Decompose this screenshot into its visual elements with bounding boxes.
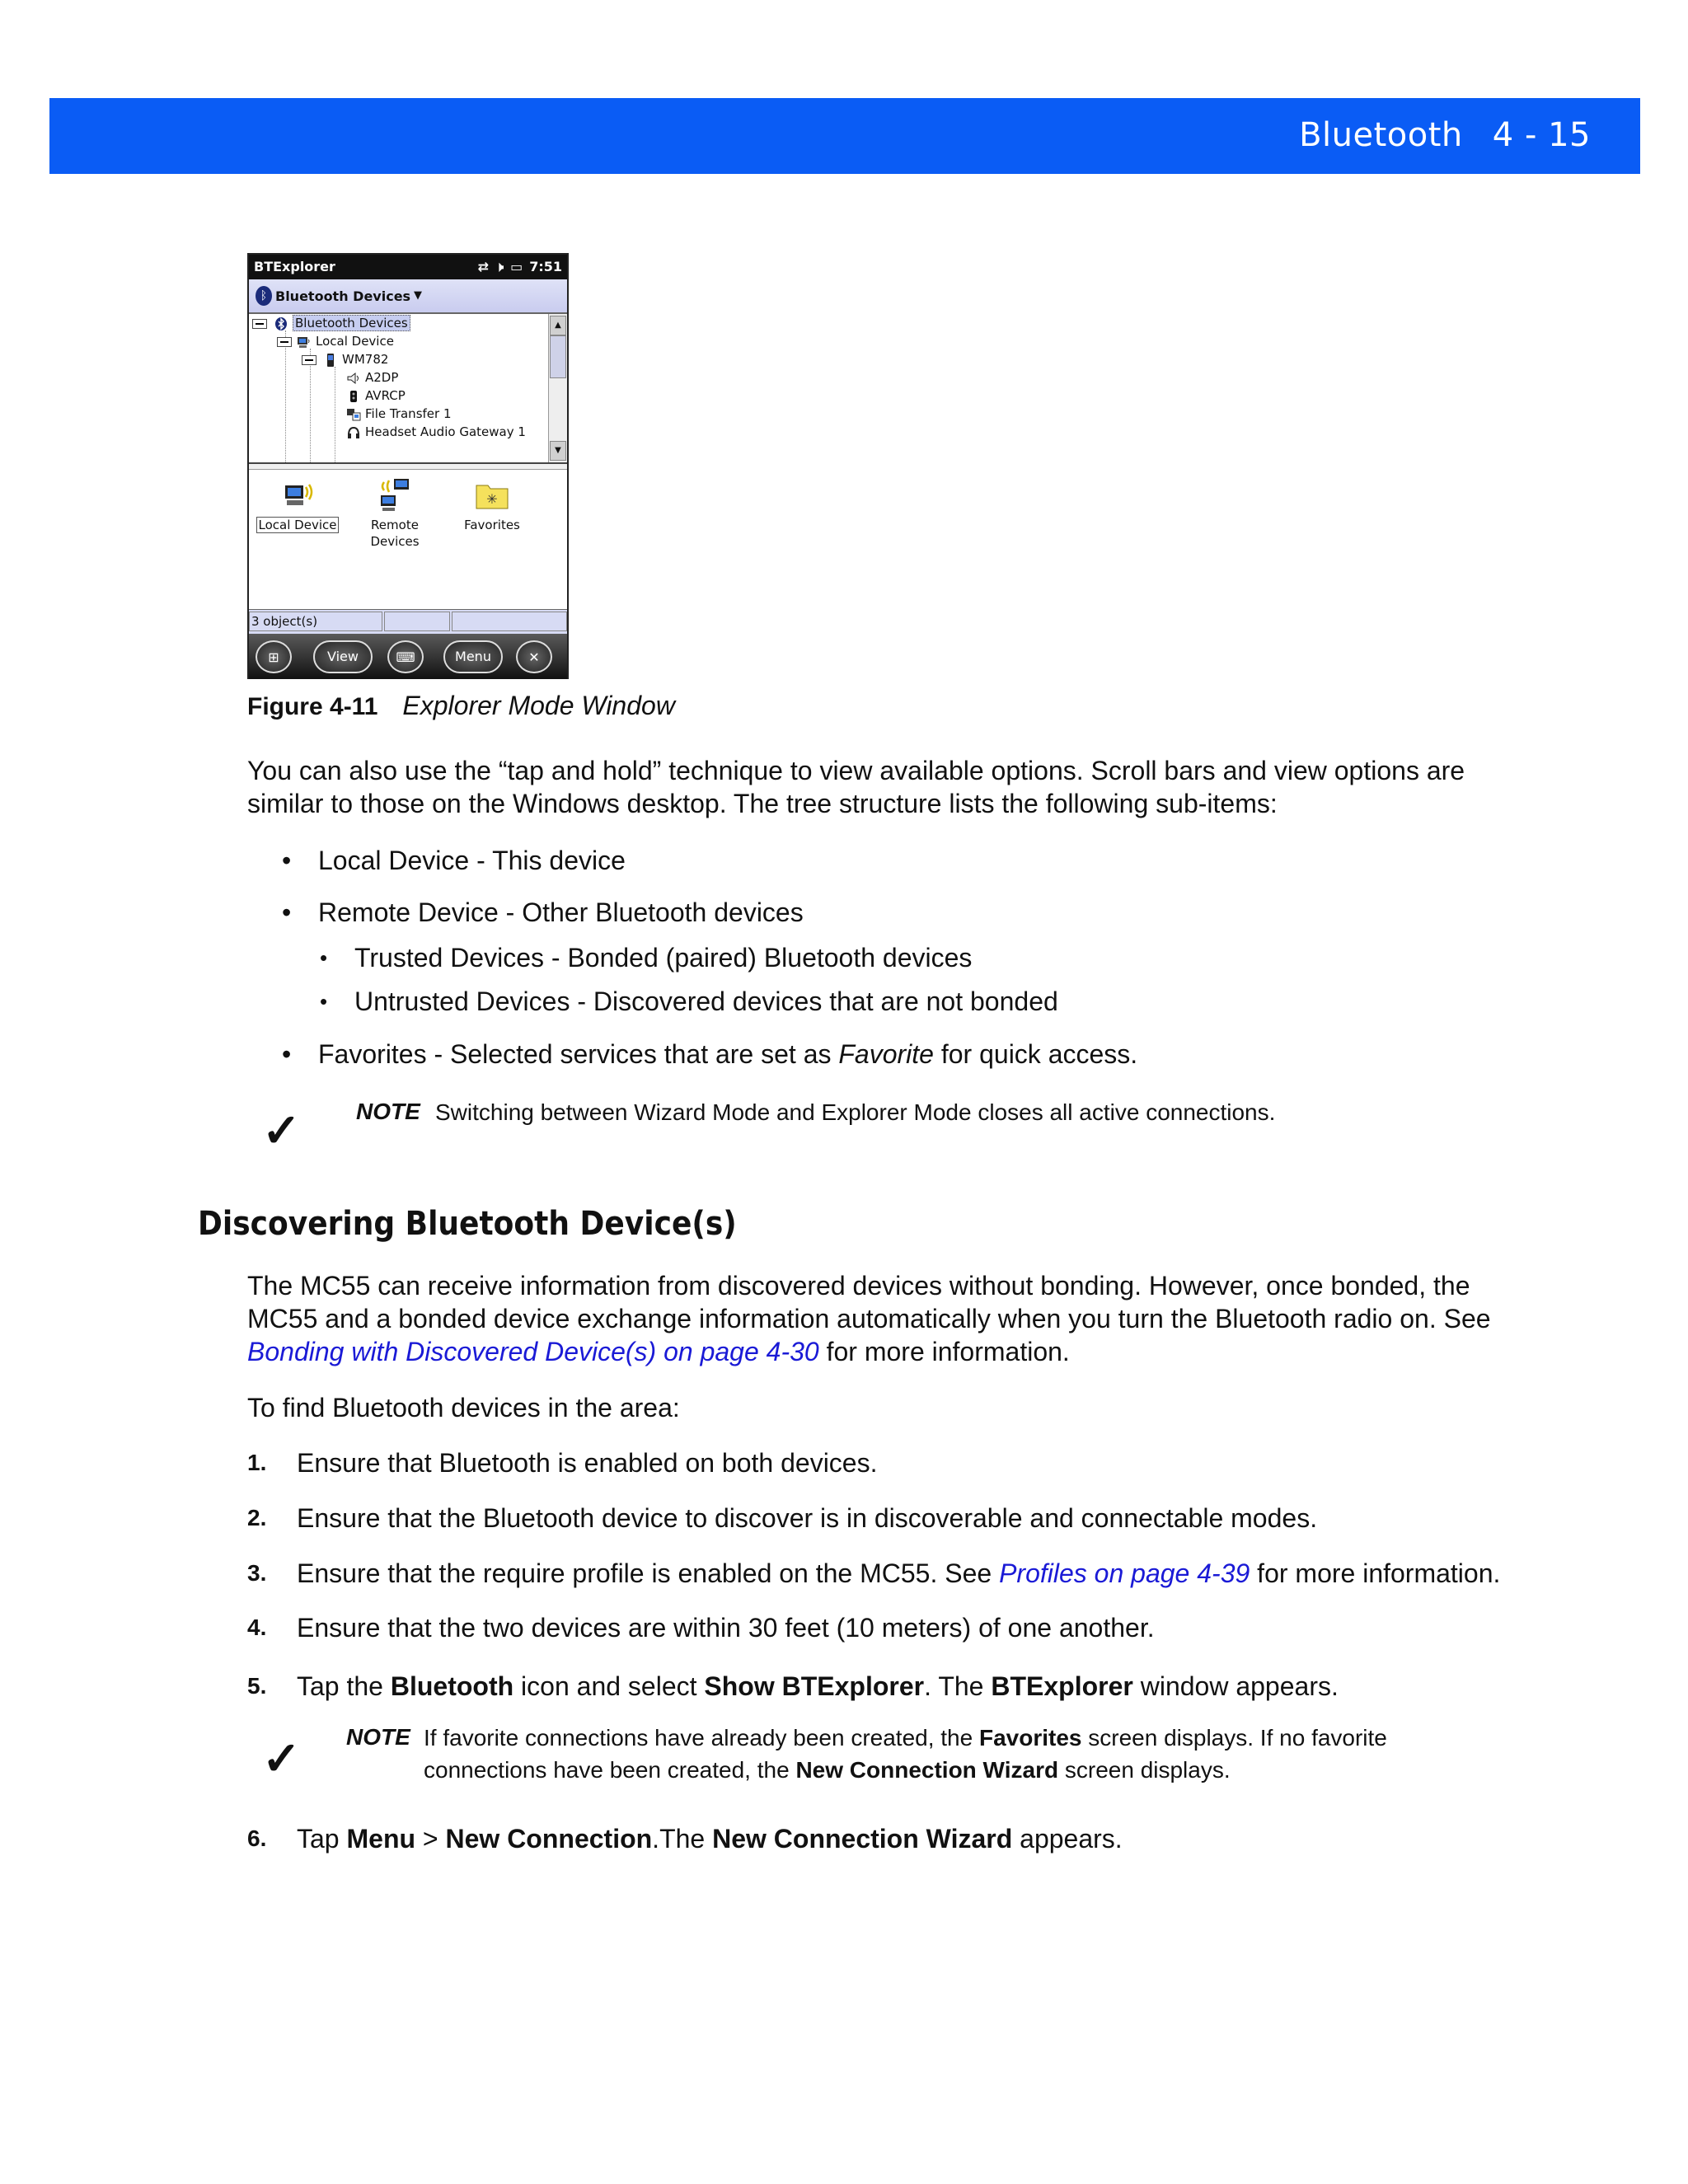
figure-title: Explorer Mode Window xyxy=(402,691,675,720)
collapse-toggle[interactable] xyxy=(302,355,316,365)
bluetooth-icon: ᛒ xyxy=(256,286,272,306)
find-intro: To find Bluetooth devices in the area: xyxy=(247,1393,680,1422)
intro-line-2: similar to those on the Windows desktop. The tree structure lists the following sub-items: xyxy=(247,789,1278,818)
bullet-remote-device: • Remote Device - Other Bluetooth devices xyxy=(318,896,804,929)
step-5-text: . The xyxy=(924,1671,992,1701)
windows-start-icon[interactable]: ⊞ xyxy=(256,640,292,673)
step-number: 2. xyxy=(247,1505,267,1530)
note-line-2 xyxy=(424,1754,1231,1786)
tree-item-bluetooth-devices[interactable] xyxy=(274,314,410,332)
intro-line-1: You can also use the “tap and hold” technique to view available options. Scroll bars and view options are xyxy=(247,756,1465,785)
page-header xyxy=(49,98,1640,174)
folder-icon xyxy=(473,476,511,513)
figure-caption xyxy=(247,691,675,721)
computer-icon xyxy=(297,335,312,349)
grid-label: Favorites xyxy=(464,518,520,532)
remote-control-icon xyxy=(346,390,361,403)
step-5-text: icon and select xyxy=(513,1671,705,1701)
bluetooth-icon xyxy=(274,317,288,330)
favorites-text: Favorites - Selected services that are set as xyxy=(318,1039,839,1069)
tree-item-local-device[interactable] xyxy=(297,332,394,350)
step-number: 6. xyxy=(247,1825,267,1851)
note-text: connections have been created, the xyxy=(424,1757,796,1783)
btexplorer-term: BTExplorer xyxy=(991,1671,1133,1701)
grid-item-local-device[interactable] xyxy=(252,476,343,533)
device-status-area xyxy=(471,259,562,275)
note-text: Switching between Wizard Mode and Explorer Mode closes all active connections. xyxy=(435,1099,1276,1125)
step-6-text: appears. xyxy=(1012,1824,1123,1854)
device-status-bar xyxy=(249,609,567,635)
device-clock: 7:51 xyxy=(529,259,562,274)
object-count: 3 object(s) xyxy=(249,612,382,631)
status-cell xyxy=(384,612,450,631)
tree-guide xyxy=(310,349,311,462)
speaker-icon xyxy=(346,372,361,385)
grid-item-favorites[interactable] xyxy=(447,476,537,533)
collapse-toggle[interactable] xyxy=(277,337,292,347)
step-5 xyxy=(297,1670,1339,1703)
toolbar-label: Bluetooth Devices xyxy=(275,288,411,304)
speaker-icon: 🕨 xyxy=(495,259,504,274)
discover-line-1: The MC55 can receive information from discovered devices without bonding. However, once bonded, the xyxy=(247,1271,1470,1301)
step-number: 5. xyxy=(247,1673,267,1699)
header-text xyxy=(1299,116,1591,154)
svg-text:✳: ✳ xyxy=(486,491,498,507)
step-4: Ensure that the two devices are within 30 feet (10 meters) of one another. xyxy=(297,1613,1155,1643)
bluetooth-term: Bluetooth xyxy=(390,1671,514,1701)
header-section: Bluetooth xyxy=(1299,116,1463,154)
tree-label: Bluetooth Devices xyxy=(293,315,410,331)
sub-bullet-untrusted: • Untrusted Devices - Discovered devices that are not bonded xyxy=(354,985,1058,1018)
device-title-bar xyxy=(249,255,567,279)
section-heading: Discovering Bluetooth Device(s) xyxy=(198,1205,737,1243)
new-connection-term: New Connection xyxy=(445,1824,653,1854)
step-number: 4. xyxy=(247,1615,267,1640)
step-5-text: Tap the xyxy=(297,1671,391,1701)
note-line-1 xyxy=(424,1722,1387,1754)
tree-item-file-transfer[interactable] xyxy=(346,405,452,423)
show-btexplorer-term: Show BTExplorer xyxy=(704,1671,925,1701)
tree-item-a2dp[interactable] xyxy=(346,368,398,387)
tree-item-avrcp[interactable] xyxy=(346,387,406,405)
tree-item-headset-audio-gateway[interactable] xyxy=(346,423,526,441)
profiles-link[interactable]: Profiles on page 4-39 xyxy=(999,1558,1250,1588)
device-softkey-bar xyxy=(249,634,567,679)
menu-term: Menu xyxy=(346,1824,416,1854)
collapse-toggle[interactable] xyxy=(252,319,267,329)
favorites-text-end: for quick access. xyxy=(933,1039,1138,1069)
handheld-icon xyxy=(323,354,338,367)
discover-line-3-text: for more information. xyxy=(818,1337,1070,1366)
header-page-number: 4 - 15 xyxy=(1492,116,1591,154)
note-text: If favorite connections have already been created, the xyxy=(424,1725,979,1750)
device-toolbar[interactable] xyxy=(249,279,567,314)
note-label: NOTE xyxy=(356,1099,420,1124)
step-3-text: Ensure that the require profile is enabled on the MC55. See xyxy=(297,1558,1000,1588)
view-softkey[interactable]: View xyxy=(313,640,373,673)
step-6 xyxy=(297,1822,1123,1855)
checkmark-icon: ✓ xyxy=(262,1732,301,1784)
step-number: 3. xyxy=(247,1560,267,1586)
device-tree xyxy=(249,314,552,462)
headset-icon xyxy=(346,426,361,439)
figure-number: Figure 4-11 xyxy=(247,693,378,720)
tree-label: WM782 xyxy=(342,352,389,367)
scroll-thumb[interactable] xyxy=(550,335,566,378)
step-2: Ensure that the Bluetooth device to discover is in discoverable and connectable modes. xyxy=(297,1503,1318,1533)
sub-bullet-trusted: • Trusted Devices - Bonded (paired) Bluetooth devices xyxy=(354,941,972,974)
connectivity-icon: ⇄ xyxy=(477,259,489,274)
tree-scrollbar[interactable] xyxy=(548,314,567,462)
keyboard-icon[interactable]: ⌨ xyxy=(387,640,424,673)
device-screenshot xyxy=(247,253,569,679)
note-text: screen displays. xyxy=(1058,1757,1231,1783)
scroll-down-icon[interactable]: ▼ xyxy=(550,441,566,461)
bullet-favorites xyxy=(318,1038,1137,1071)
grid-label: Local Device xyxy=(256,517,340,533)
step-6-text: .The xyxy=(652,1824,713,1854)
device-icon-view xyxy=(249,469,567,605)
note-text: screen displays. If no favorite xyxy=(1081,1725,1387,1750)
step-1: Ensure that Bluetooth is enabled on both devices. xyxy=(297,1448,878,1478)
device-app-title: BTExplorer xyxy=(254,259,335,274)
note-label: NOTE xyxy=(346,1724,410,1750)
battery-icon: ▭ xyxy=(510,259,523,274)
favorite-term: Favorite xyxy=(838,1039,934,1069)
step-3 xyxy=(297,1557,1500,1590)
step-number: 1. xyxy=(247,1450,267,1475)
tree-label: Headset Audio Gateway 1 xyxy=(365,424,526,439)
grid-item-remote-devices[interactable] xyxy=(349,476,440,550)
tree-label: Local Device xyxy=(316,334,394,349)
tree-guide xyxy=(285,330,286,462)
chevron-down-icon[interactable]: ▼ xyxy=(414,289,422,302)
grid-label: Remote Devices xyxy=(370,518,420,549)
wizard-term: New Connection Wizard xyxy=(795,1757,1059,1783)
file-transfer-icon xyxy=(346,408,361,421)
discover-line-2: MC55 and a bonded device exchange information automatically when you turn the Bluetooth radio on. See xyxy=(247,1304,1491,1333)
bonding-link[interactable]: Bonding with Discovered Device(s) on page 4-30 xyxy=(247,1337,819,1366)
tree-label: A2DP xyxy=(365,370,399,385)
tree-label: File Transfer 1 xyxy=(365,406,452,421)
status-cell xyxy=(452,612,567,631)
tree-label: AVRCP xyxy=(365,388,406,403)
new-connection-wizard-term: New Connection Wizard xyxy=(712,1824,1013,1854)
remote-devices-icon xyxy=(376,476,414,513)
bullet-local-device: • Local Device - This device xyxy=(318,844,626,877)
local-device-icon xyxy=(279,476,316,513)
step-5-text: window appears. xyxy=(1132,1671,1339,1701)
tree-item-wm782[interactable] xyxy=(323,350,388,368)
close-icon[interactable]: ✕ xyxy=(516,640,552,673)
step-6-text: Tap xyxy=(297,1824,347,1854)
favorites-term: Favorites xyxy=(978,1725,1082,1750)
step-6-text: > xyxy=(415,1824,446,1854)
menu-softkey[interactable]: Menu xyxy=(443,640,503,673)
discover-line-3 xyxy=(247,1335,1070,1368)
step-3-text-end: for more information. xyxy=(1250,1558,1501,1588)
checkmark-icon: ✓ xyxy=(262,1104,301,1156)
scroll-up-icon[interactable]: ▲ xyxy=(550,316,566,335)
